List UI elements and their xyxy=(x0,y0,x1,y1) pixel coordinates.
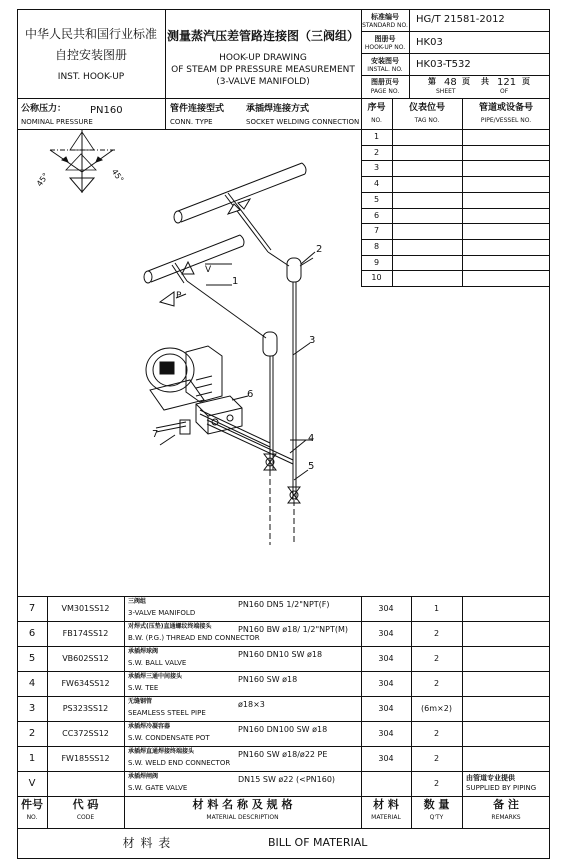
instal-no-value: HK03-T532 xyxy=(416,59,471,70)
bom-item-code: FW634SS12 xyxy=(61,679,110,688)
pressure-en: NOMINAL PRESSURE xyxy=(21,118,93,126)
bom-item-material: 304 xyxy=(378,729,394,738)
condensate-pot-lower xyxy=(187,281,277,356)
bom-item-spec: DN15 SW ø22 (<PN160) xyxy=(238,775,336,784)
bom-item-material: 304 xyxy=(378,629,394,638)
callout-3: 3 xyxy=(309,335,316,346)
bom-item-qty: 2 xyxy=(433,679,440,688)
tag-row-number: 1 xyxy=(373,132,380,141)
tag-row-number: 6 xyxy=(373,210,380,220)
bom-item-name-en: S.W. GATE VALVE xyxy=(128,784,188,792)
angle-indicator xyxy=(50,130,115,193)
bom-item-remarks-cn: 由管道专业提供 xyxy=(466,774,515,782)
bom-footer-cn: 材 料 表 xyxy=(122,836,172,850)
hookup-no-cn: 图册号 xyxy=(374,35,396,43)
of-cn-1: 共 xyxy=(481,77,489,86)
bom-item-material: 304 xyxy=(378,704,394,713)
conn-value-cn: 承插焊连接方式 xyxy=(246,104,310,114)
sheet-en: SHEET xyxy=(436,88,456,95)
instal-no-en: INSTAL. NO. xyxy=(367,66,403,73)
tag-cn: 仪表位号 xyxy=(408,103,445,113)
angle-label-right: 45° xyxy=(109,167,126,185)
letter-v: V xyxy=(205,265,212,275)
bom-h-rem-cn: 备 注 xyxy=(493,798,519,811)
bom-item-spec: ø18×3 xyxy=(238,700,265,709)
bom-item-no: V xyxy=(28,778,36,789)
bom-item-code: PS323SS12 xyxy=(62,704,109,713)
center-title-en-3: (3-VALVE MANIFOLD) xyxy=(216,77,310,87)
tag-row-number: 5 xyxy=(373,194,380,204)
bom-h-code-cn: 代 码 xyxy=(72,798,99,811)
no-cn: 序号 xyxy=(367,103,386,113)
bom-item-remarks: SUPPLIED BY PIPING xyxy=(466,784,537,792)
hookup-no-value: HK03 xyxy=(416,37,443,48)
callout-2: 2 xyxy=(316,244,323,255)
standard-no-value: HG/T 21581-2012 xyxy=(416,14,505,25)
callout-1: 1 xyxy=(232,276,239,287)
bom-item-qty: (6m×2) xyxy=(421,704,452,713)
bom-item-qty: 2 xyxy=(433,779,440,788)
bom-item-name-en: S.W. WELD END CONNECTOR xyxy=(128,759,231,767)
bom-item-name-cn: 承插焊三通中间接头 xyxy=(128,673,183,680)
bom-item-qty: 2 xyxy=(433,754,440,763)
standard-no-cn: 标准编号 xyxy=(371,13,399,21)
bom-item-qty: 1 xyxy=(433,604,440,613)
sheet-cn-1: 第 xyxy=(428,77,436,86)
bom-item-qty: 2 xyxy=(433,654,440,663)
bom-item-material: 304 xyxy=(378,654,394,663)
tag-row-number: 9 xyxy=(373,257,380,267)
bom-item-code: CC372SS12 xyxy=(62,729,109,738)
bom-item-name-en: B.W. (P.G.) THREAD END CONNECTOR xyxy=(128,634,260,642)
angle-label-left: 45° xyxy=(34,171,51,189)
conn-en: CONN. TYPE xyxy=(170,118,213,126)
bom-item-no: 3 xyxy=(28,703,36,714)
tag-row-number: 8 xyxy=(373,241,380,251)
page-no-en: PAGE NO. xyxy=(370,88,400,95)
tag-row-number: 7 xyxy=(373,226,380,236)
center-title-cn: 测量蒸汽压差管路连接图（三阀组） xyxy=(166,29,359,43)
of-en: OF xyxy=(500,88,509,95)
bom-item-material: 304 xyxy=(378,679,394,688)
pipe-en: PIPE/VESSEL NO. xyxy=(480,117,532,124)
bom-item-spec: PN160 DN100 SW ø18 xyxy=(238,725,328,734)
bom-item-code: VM301SS12 xyxy=(61,604,110,613)
tag-en: TAG NO. xyxy=(414,117,440,124)
bom-item-name-cn: 承插焊直通焊接终端接头 xyxy=(128,748,195,755)
hookup-no-en: HOOK-UP NO. xyxy=(364,44,406,51)
standard-no-en: STANDARD NO. xyxy=(362,22,408,29)
bom-item-no: 5 xyxy=(28,653,36,664)
left-title-cn-2: 自控安装图册 xyxy=(54,48,127,62)
bom-h-desc-cn: 材 料 名 称 及 规 格 xyxy=(192,798,293,811)
callout-6: 6 xyxy=(247,389,254,400)
bom-h-no-en: NO. xyxy=(26,814,38,821)
bom-item-material: 304 xyxy=(378,604,394,613)
center-title-en-1: HOOK-UP DRAWING xyxy=(219,53,307,63)
callout-5: 5 xyxy=(308,461,315,472)
page-no-cn: 图册页号 xyxy=(371,78,399,86)
bom-item-name-en: S.W. TEE xyxy=(128,684,159,692)
pressure-value: PN160 xyxy=(90,105,123,116)
callout-7: 7 xyxy=(152,429,159,440)
condensate-pot-upper xyxy=(268,252,313,282)
bom-item-material: 304 xyxy=(378,754,394,763)
bom-item-spec: PN160 BW ø18/ 1/2"NPT(M) xyxy=(238,625,348,634)
tag-row-number: 2 xyxy=(373,147,380,157)
bom-item-qty: 2 xyxy=(433,729,440,738)
process-pipe-upper xyxy=(174,163,306,252)
bom-h-mat-cn: 材 料 xyxy=(373,798,399,811)
bom-h-desc-en: MATERIAL DESCRIPTION xyxy=(206,814,279,821)
bom-item-qty: 2 xyxy=(433,629,440,638)
sheet-value: 48 xyxy=(444,77,457,88)
tag-row-number: 10 xyxy=(371,273,382,283)
bom-item-no: 2 xyxy=(28,728,36,739)
conn-cn: 管件连接型式 xyxy=(170,104,225,114)
bom-item-name-en: S.W. CONDENSATE POT xyxy=(128,734,210,742)
bom-item-spec: PN160 DN5 1/2"NPT(F) xyxy=(238,600,330,609)
bom-h-code-en: CODE xyxy=(76,814,95,821)
bom-item-code: FW185SS12 xyxy=(61,754,110,763)
instal-no-cn: 安装图号 xyxy=(371,57,399,65)
bom-footer-en: BILL OF MATERIAL xyxy=(268,836,368,849)
bom-item-no: 6 xyxy=(28,628,36,639)
bom-h-rem-en: REMARKS xyxy=(491,814,521,821)
pipe-cn: 管道或设备号 xyxy=(478,103,533,113)
tag-row-number: 3 xyxy=(373,163,380,173)
bom-item-name-en: S.W. BALL VALVE xyxy=(128,659,187,667)
bom-item-name-cn: 无缝钢管 xyxy=(128,698,153,705)
bom-item-no: 1 xyxy=(28,753,36,764)
bom-item-name-cn: 承插焊闸阀 xyxy=(128,773,159,780)
bom-item-no: 7 xyxy=(28,603,36,614)
bom-item-spec: PN160 SW ø18 xyxy=(238,675,298,684)
conn-value-en: SOCKET WELDING CONNECTION xyxy=(246,118,360,126)
bom-item-name-cn: 对焊式(压垫)直通螺纹终端接头 xyxy=(128,623,212,630)
center-title-en-2: OF STEAM DP PRESSURE MEASUREMENT xyxy=(171,65,355,75)
process-pipe-lower xyxy=(144,235,244,283)
bom-item-name-en: 3-VALVE MANIFOLD xyxy=(128,609,196,617)
left-title-en: INST. HOOK-UP xyxy=(57,72,125,82)
bom-item-code: VB602SS12 xyxy=(62,654,109,663)
left-title-cn-1: 中华人民共和国行业标准 xyxy=(24,27,157,41)
sheet-cn-2: 页 xyxy=(462,77,470,86)
tag-row-number: 4 xyxy=(373,179,380,189)
bom-item-no: 4 xyxy=(28,678,36,689)
no-en: NO. xyxy=(371,117,382,124)
of-value: 121 xyxy=(497,77,517,88)
bom-item-spec: PN160 SW ø18/ø22 PE xyxy=(238,750,328,759)
bom-item-name-cn: 承插焊冷凝容器 xyxy=(128,723,171,730)
letter-p: P xyxy=(176,291,182,301)
bom-item-spec: PN160 DN10 SW ø18 xyxy=(238,650,323,659)
callout-4: 4 xyxy=(308,433,315,444)
bom-item-code: FB174SS12 xyxy=(62,629,109,638)
bom-item-name-en: SEAMLESS STEEL PIPE xyxy=(128,709,206,717)
bom-item-name-cn: 三阀组 xyxy=(128,598,147,605)
of-cn-2: 页 xyxy=(522,77,530,86)
bom-h-mat-en: MATERIAL xyxy=(371,814,401,821)
pressure-cn: 公称压力： xyxy=(21,104,67,114)
bom-h-no-cn: 件号 xyxy=(21,798,43,811)
bom-h-qty-en: Q'TY xyxy=(429,814,444,821)
bom-item-name-cn: 承插焊球阀 xyxy=(128,648,159,655)
bom-h-qty-cn: 数 量 xyxy=(423,798,450,811)
ball-valve xyxy=(264,454,300,503)
